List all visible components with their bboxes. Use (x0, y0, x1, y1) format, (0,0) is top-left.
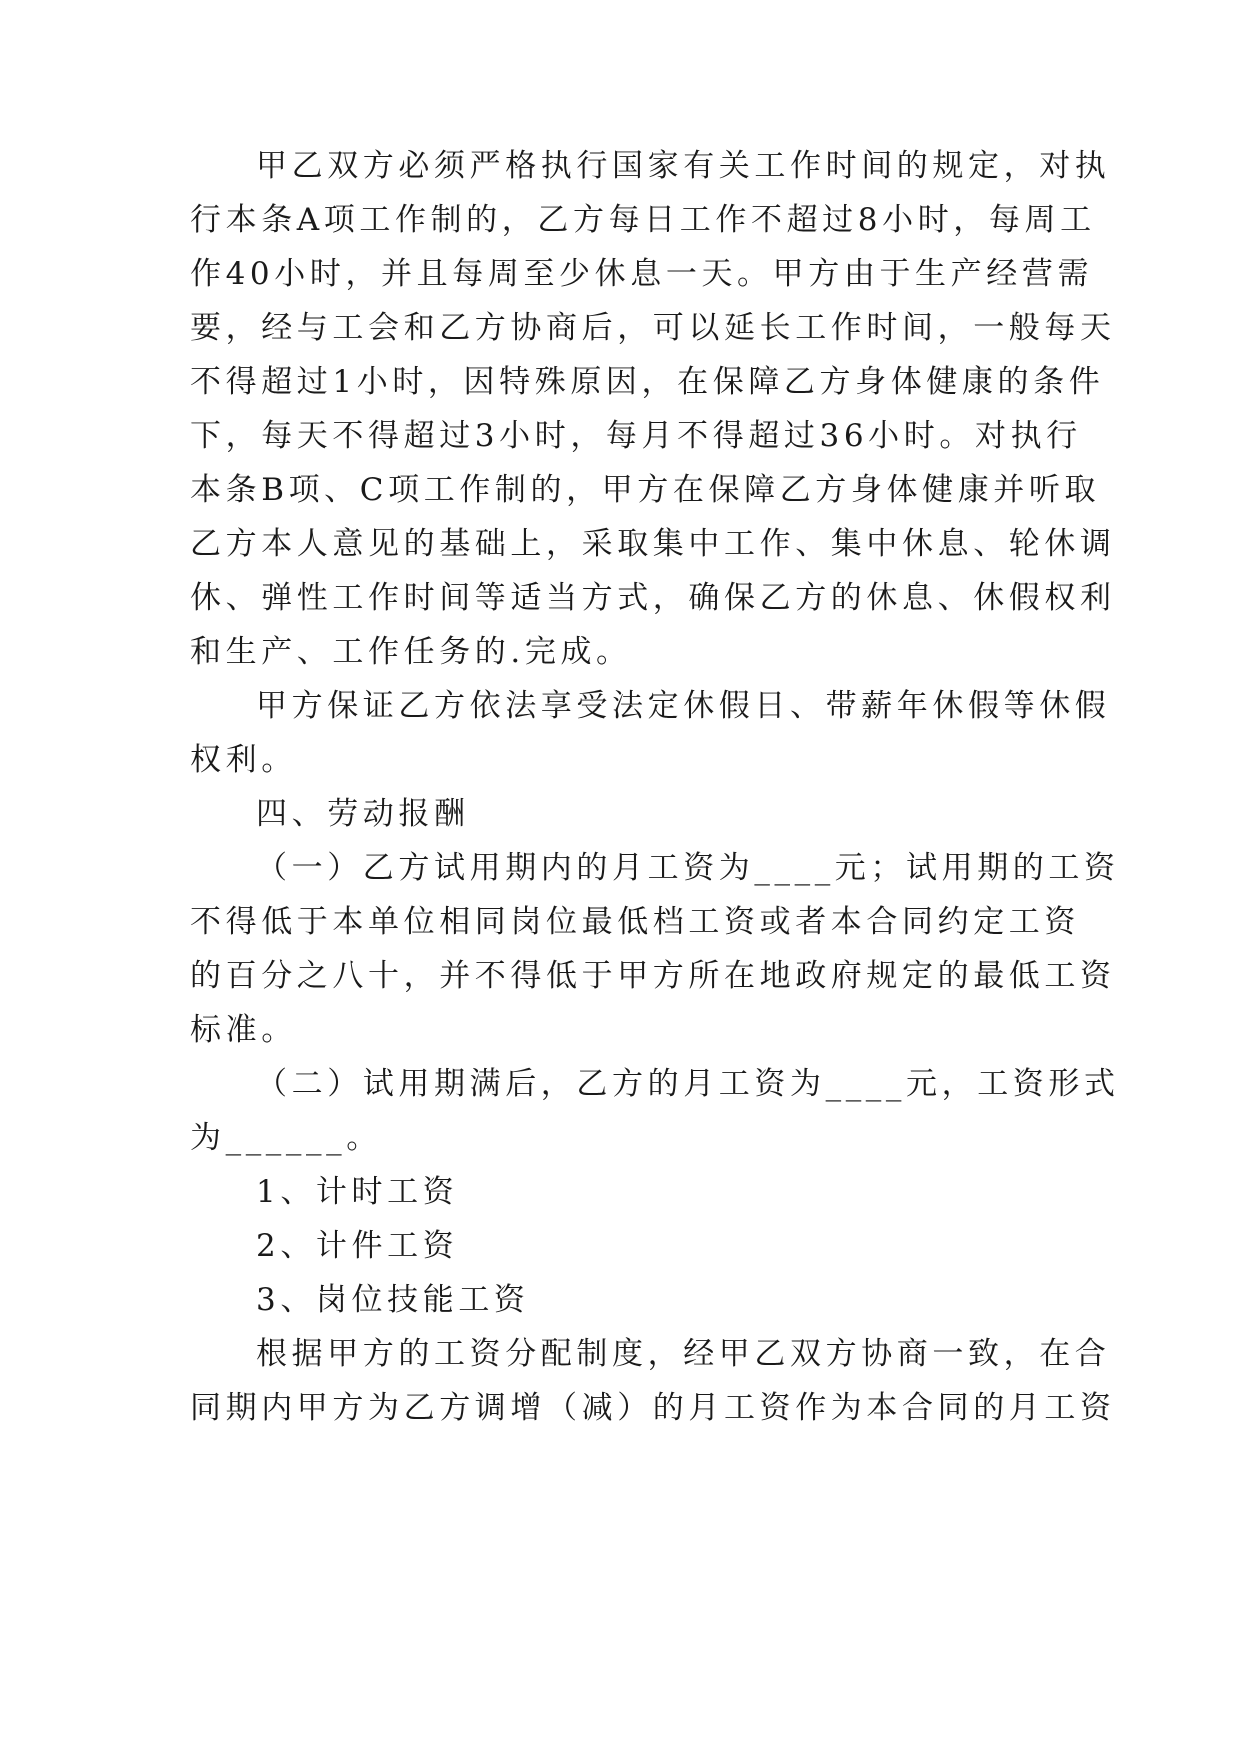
text-line: 不得超过1小时，因特殊原因，在保障乙方身体健康的条件 (190, 364, 1105, 400)
section-heading: 四、劳动报酬 (256, 796, 470, 832)
list-item: 3、岗位技能工资 (256, 1282, 530, 1318)
text-line: 乙方本人意见的基础上，采取集中工作、集中休息、轮休调 (190, 526, 1116, 562)
text-line: 标准。 (190, 1012, 297, 1048)
list-item: 2、计件工资 (256, 1228, 459, 1264)
text-line: 的百分之八十，并不得低于甲方所在地政府规定的最低工资 (190, 958, 1116, 994)
text-line: 作40小时，并且每周至少休息一天。甲方由于生产经营需 (190, 256, 1094, 292)
text-line: 同期内甲方为乙方调增（减）的月工资作为本合同的月工资 (190, 1390, 1116, 1426)
text-line: 甲方保证乙方依法享受法定休假日、带薪年休假等休假 (256, 688, 1111, 724)
text-line: 本条B项、C项工作制的，甲方在保障乙方身体健康并听取 (190, 472, 1101, 508)
text-line: （一）乙方试用期内的月工资为____元；试用期的工资 (256, 850, 1120, 886)
text-line: 下，每天不得超过3小时，每月不得超过36小时。对执行 (190, 418, 1082, 454)
text-line: 要，经与工会和乙方协商后，可以延长工作时间，一般每天 (190, 310, 1116, 346)
text-line: 休、弹性工作时间等适当方式，确保乙方的休息、休假权利 (190, 580, 1116, 616)
text-line: 甲乙双方必须严格执行国家有关工作时间的规定，对执 (256, 148, 1111, 184)
list-item: 1、计时工资 (256, 1174, 459, 1210)
text-line: 不得低于本单位相同岗位最低档工资或者本合同约定工资 (190, 904, 1080, 940)
text-line: （二）试用期满后，乙方的月工资为____元，工资形式 (256, 1066, 1120, 1102)
text-line: 为______。 (190, 1120, 382, 1156)
text-line: 权利。 (190, 742, 297, 778)
text-line: 行本条A项工作制的，乙方每日工作不超过8小时，每周工 (190, 202, 1096, 238)
text-line: 根据甲方的工资分配制度，经甲乙双方协商一致，在合 (256, 1336, 1111, 1372)
text-line: 和生产、工作任务的.完成。 (190, 634, 632, 670)
